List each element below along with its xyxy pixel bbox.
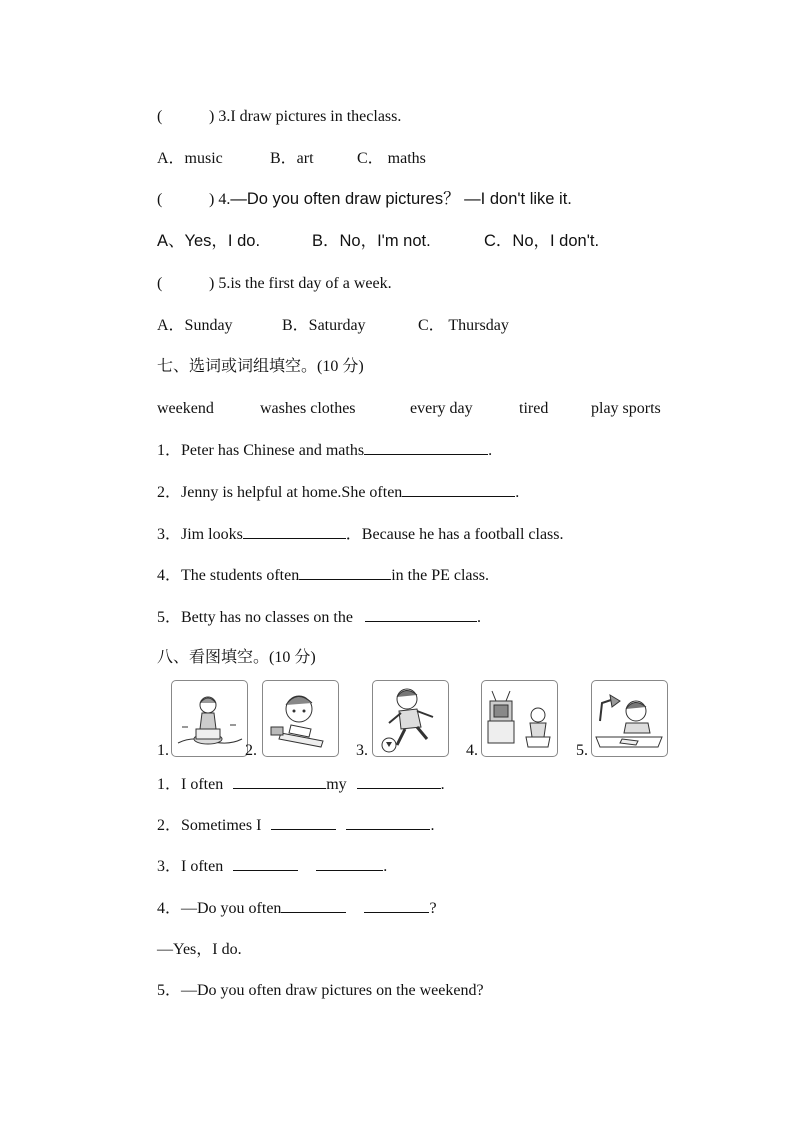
- answer-paren[interactable]: (: [157, 275, 163, 292]
- word-bank: [157, 399, 661, 419]
- question-3-options: [157, 149, 426, 169]
- option-b[interactable]: B．art: [270, 150, 314, 167]
- answer-blank[interactable]: [271, 815, 336, 830]
- answer-blank[interactable]: [364, 898, 429, 913]
- answer-blank[interactable]: [346, 815, 430, 830]
- question-text: 3.I draw pictures in theclass.: [218, 108, 402, 125]
- picture-item-5: 5．—Do you often draw pictures on the weekend?: [157, 982, 484, 999]
- picture-number: 5.: [576, 742, 588, 759]
- paren-close: ): [209, 108, 215, 125]
- word-bank-item: every day: [410, 400, 473, 417]
- answer-blank[interactable]: [357, 774, 441, 789]
- fill-item-5: [157, 607, 481, 628]
- boy-reading-icon: [263, 681, 338, 756]
- answer-blank[interactable]: [281, 898, 346, 913]
- question-3: [157, 107, 401, 127]
- word-bank-item: play sports: [591, 400, 661, 417]
- fill-item-3: [157, 524, 564, 545]
- question-5-options: [157, 316, 509, 336]
- picture-row: [157, 680, 677, 760]
- answer-paren[interactable]: (: [157, 108, 163, 125]
- paren-close: ): [209, 275, 215, 292]
- boy-watching-tv-icon: [482, 681, 557, 756]
- item-text: 3．I often: [157, 858, 228, 875]
- item-text: 5．Betty has no classes on the: [157, 609, 357, 626]
- boy-watching-tv-picture: [481, 680, 558, 757]
- answer-blank[interactable]: [233, 856, 298, 871]
- boy-playing-football-icon: [373, 681, 448, 756]
- question-text: 5.is the first day of a week.: [218, 275, 392, 292]
- picture-number: 3.: [356, 742, 368, 759]
- fill-item-4: [157, 565, 489, 586]
- answer-blank[interactable]: [402, 482, 515, 497]
- question-text: —Do you often draw pictures？ —I don't like it.: [230, 190, 572, 208]
- item-text: .: [476, 609, 481, 626]
- paren-close: ): [209, 191, 215, 208]
- answer-paren[interactable]: (: [157, 191, 163, 208]
- item-text: 1．Peter has Chinese and maths: [157, 442, 365, 459]
- answer-blank[interactable]: [316, 856, 383, 871]
- item-text: ?: [429, 900, 437, 917]
- item-text: 2．Jenny is helpful at home.She often: [157, 484, 403, 501]
- item-text: .: [383, 858, 388, 875]
- option-a[interactable]: A．music: [157, 150, 223, 167]
- item-text: .: [430, 817, 435, 834]
- item-text: my: [326, 776, 351, 793]
- item-text: 4．—Do you often: [157, 900, 282, 917]
- question-number: 4.: [218, 191, 231, 208]
- picture-item-4: [157, 898, 437, 919]
- picture-number: 2.: [245, 742, 257, 759]
- question-4-options: [157, 231, 599, 251]
- answer-blank[interactable]: [233, 774, 326, 789]
- item-text: .: [440, 776, 445, 793]
- question-5: [157, 274, 392, 294]
- picture-number: 1.: [157, 742, 169, 759]
- item-text: 1．I often: [157, 776, 228, 793]
- answer-blank[interactable]: [243, 524, 346, 539]
- option-c[interactable]: C．No，I don't.: [484, 232, 600, 250]
- answer-blank[interactable]: [299, 565, 391, 580]
- option-a[interactable]: A、Yes，I do.: [157, 232, 261, 250]
- boy-playing-football-picture: [372, 680, 449, 757]
- picture-item-2: [157, 815, 434, 836]
- section-8-heading: 八、看图填空。(10 分): [157, 649, 316, 666]
- picture-number: 4.: [466, 742, 478, 759]
- item-text: 3．Jim looks: [157, 526, 243, 543]
- section-7-heading: 七、选词或词组填空。(10 分): [157, 358, 364, 375]
- word-bank-item: weekend: [157, 400, 214, 417]
- answer-blank[interactable]: [364, 440, 488, 455]
- boy-drawing-picture: [591, 680, 668, 757]
- picture-item-1: [157, 774, 445, 795]
- question-4: [157, 189, 572, 210]
- fill-item-1: [157, 440, 492, 461]
- item-text: in the PE class.: [391, 567, 489, 584]
- girl-washing-clothes-icon: [172, 681, 247, 756]
- option-b[interactable]: B．Saturday: [282, 317, 366, 334]
- option-c[interactable]: C． Thursday: [418, 317, 509, 334]
- item-text: 4．The students often: [157, 567, 300, 584]
- picture-item-3: [157, 856, 387, 877]
- option-a[interactable]: A．Sunday: [157, 317, 233, 334]
- boy-drawing-icon: [592, 681, 667, 756]
- option-c[interactable]: C． maths: [357, 150, 426, 167]
- item-text: 2．Sometimes I: [157, 817, 266, 834]
- item-text: .: [515, 484, 520, 501]
- answer-blank[interactable]: [365, 607, 477, 622]
- picture-item-4-answer: —Yes，I do.: [157, 941, 242, 958]
- item-text: .: [488, 442, 493, 459]
- item-text: ．Because he has a football class.: [345, 526, 564, 543]
- word-bank-item: tired: [519, 400, 549, 417]
- option-b[interactable]: B．No，I'm not.: [312, 232, 431, 250]
- girl-washing-clothes-picture: [171, 680, 248, 757]
- word-bank-item: washes clothes: [260, 400, 356, 417]
- fill-item-2: [157, 482, 519, 503]
- boy-reading-picture: [262, 680, 339, 757]
